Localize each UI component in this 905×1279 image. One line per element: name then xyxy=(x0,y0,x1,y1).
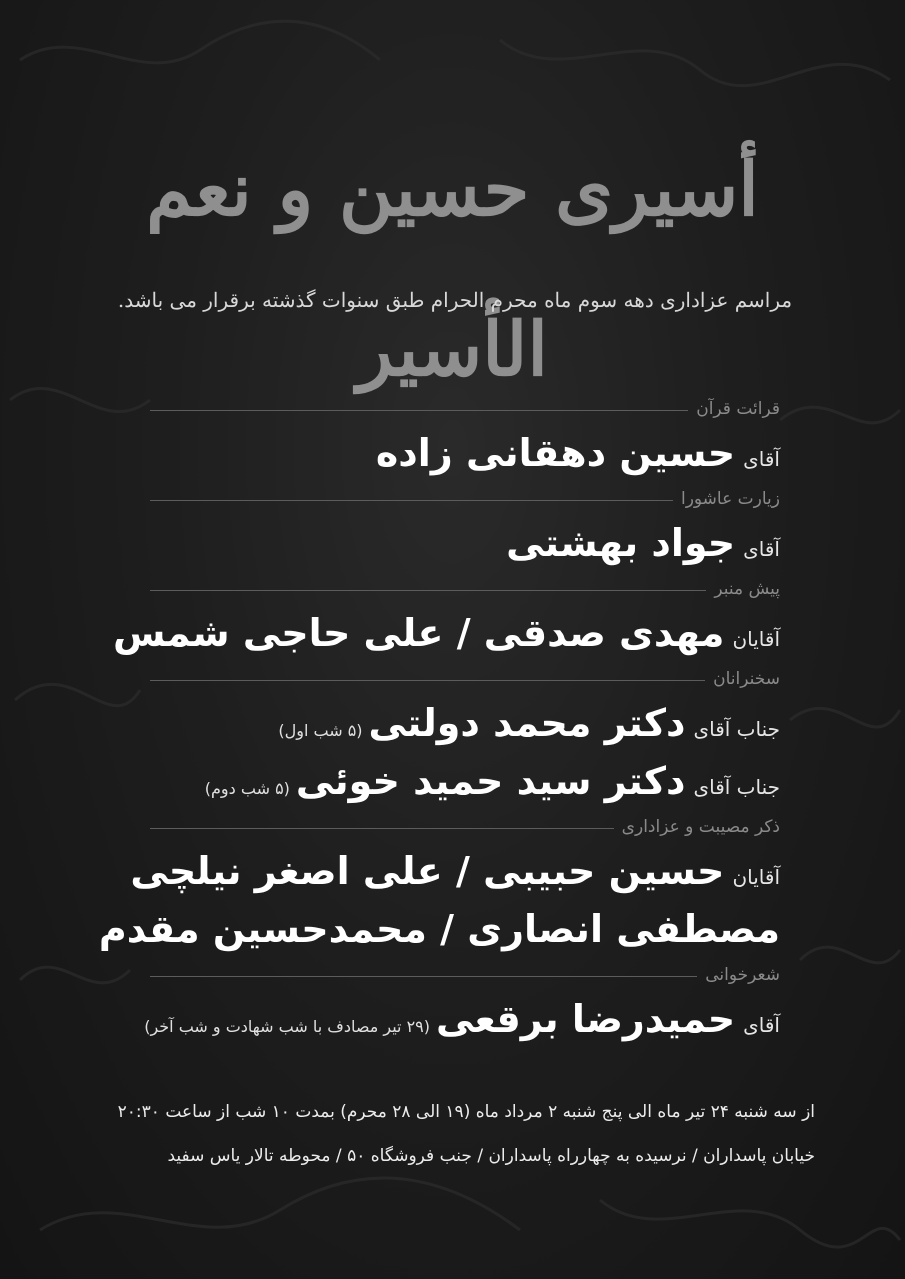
section-poetry-recital xyxy=(144,960,780,1048)
section-label: قرائت قرآن xyxy=(696,399,780,419)
program-sections xyxy=(98,392,780,1048)
section-divider xyxy=(150,500,673,501)
section-divider xyxy=(150,680,705,681)
section-header xyxy=(150,960,780,990)
performer-name: حسین دهقانی زاده xyxy=(375,431,736,475)
performer-row xyxy=(130,842,780,900)
performer-row xyxy=(150,514,780,572)
title-prefix: جناب آقای xyxy=(693,775,780,799)
section-header xyxy=(150,394,780,424)
poster-title: أسیری حسین و نعم الأسیر xyxy=(146,147,759,393)
section-pre-sermon xyxy=(113,574,780,662)
section-ziyarat-ashura xyxy=(150,484,780,572)
title-prefix: آقای xyxy=(743,537,780,561)
event-dates: از سه شنبه ۲۴ تیر ماه الی پنج شنبه ۲ مرداد ماه (۱۹ الی ۲۸ محرم) بمدت ۱۰ شب از ساعت ۲۰:۳۰ xyxy=(117,1102,815,1122)
performer-row xyxy=(98,900,780,958)
section-divider xyxy=(150,410,688,411)
schedule-note: (۵ شب اول) xyxy=(278,721,363,740)
section-label: سخنرانان xyxy=(713,669,780,689)
section-label: زیارت عاشورا xyxy=(680,489,780,509)
section-mourning xyxy=(98,812,780,958)
section-label: پیش منبر xyxy=(714,579,780,599)
performer-name: جواد بهشتی xyxy=(506,521,736,565)
speaker-name: دکتر سید حمید خوئی xyxy=(295,759,686,803)
section-divider xyxy=(150,976,697,977)
section-header xyxy=(150,574,780,604)
section-divider xyxy=(150,828,614,829)
performer-name: حمیدرضا برقعی xyxy=(436,997,736,1041)
speaker-row xyxy=(150,694,780,752)
performer-name: حسین حبیبی / علی اصغر نیلچی xyxy=(130,849,725,893)
speaker-row xyxy=(150,752,780,810)
title-prefix: جناب آقای xyxy=(693,717,780,741)
schedule-note: (۲۹ تیر مصادف با شب شهادت و شب آخر) xyxy=(144,1017,431,1036)
title-prefix: آقای xyxy=(743,447,780,471)
title-prefix: آقای xyxy=(743,1013,780,1037)
section-header xyxy=(150,664,780,694)
section-label: ذکر مصیبت و عزاداری xyxy=(621,817,780,837)
poster-subtitle: مراسم عزاداری دهه سوم ماه محرم الحرام طبق سنوات گذشته برقرار می باشد. xyxy=(117,288,793,312)
section-header xyxy=(150,484,780,514)
event-footer xyxy=(80,1090,815,1178)
section-label: شعرخوانی xyxy=(705,965,780,985)
speaker-name: دکتر محمد دولتی xyxy=(368,701,686,745)
performer-row xyxy=(150,424,780,482)
section-divider xyxy=(150,590,706,591)
schedule-note: (۵ شب دوم) xyxy=(204,779,290,798)
section-quran-recitation xyxy=(150,394,780,482)
section-speakers xyxy=(150,664,780,810)
performer-name: مصطفی انصاری / محمدحسین مقدم xyxy=(98,907,780,951)
performer-row xyxy=(113,604,780,662)
title-prefix: آقایان xyxy=(732,627,780,651)
performer-name: مهدی صدقی / علی حاجی شمس xyxy=(113,611,725,655)
event-address: خیابان پاسداران / نرسیده به چهارراه پاسداران / جنب فروشگاه ۵۰ / محوطه تالار یاس سفید xyxy=(167,1146,815,1166)
performer-row xyxy=(144,990,780,1048)
title-prefix: آقایان xyxy=(732,865,780,889)
